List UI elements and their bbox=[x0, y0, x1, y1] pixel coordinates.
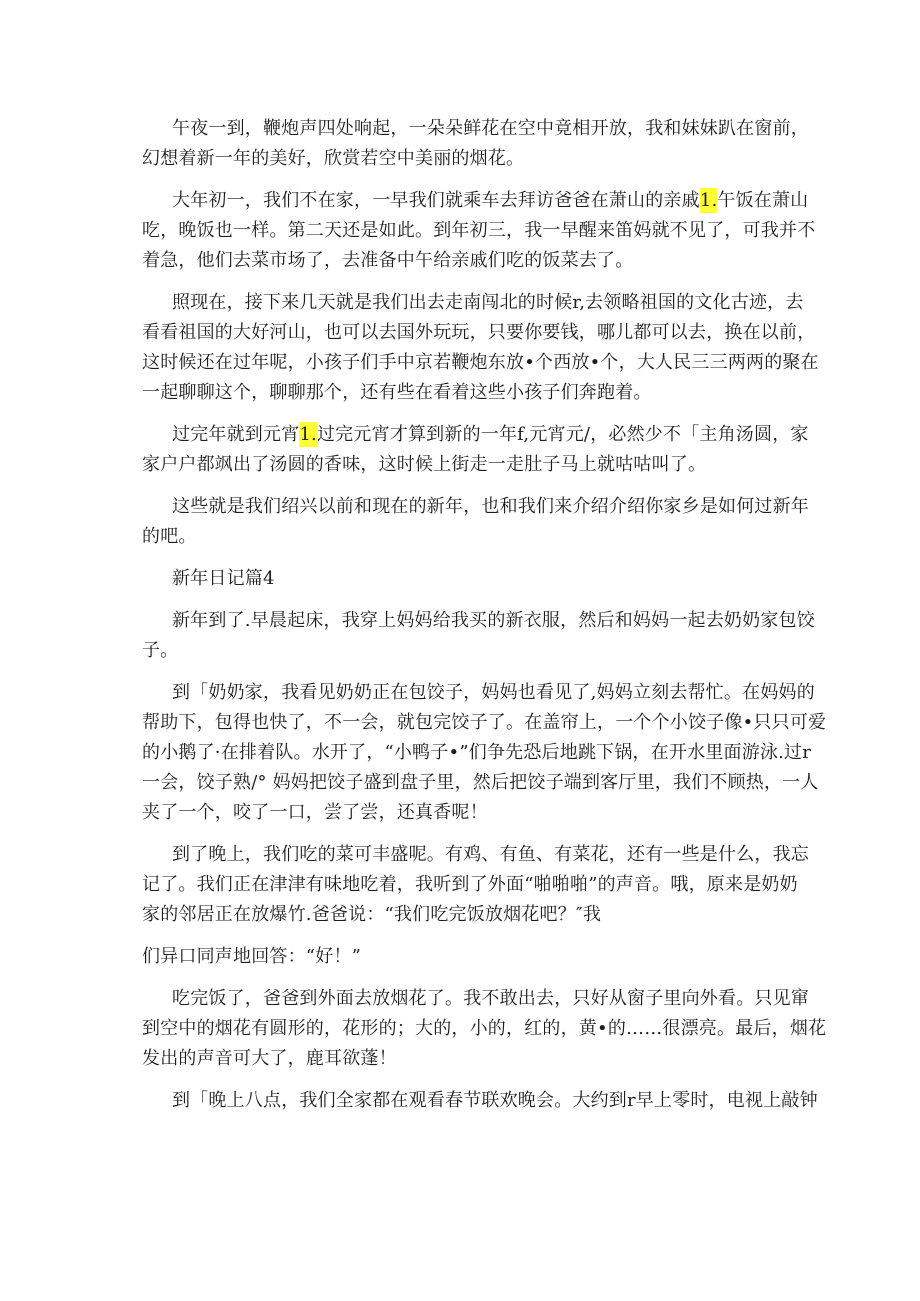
text-line: 的吧。 bbox=[142, 526, 197, 547]
text-line: 家的邻居正在放爆竹.爸爸说：“我们吃完饭放烟花吧？″我 bbox=[142, 904, 602, 925]
text-line: 帮助下，包得也快了，不一会，就包完饺子了。在盖帘上，一个个小饺子像•只只可爱 bbox=[142, 712, 827, 733]
line-text: 过完元宵才算到新的一年f,元宵元/，必然少不「主角汤圆，家 bbox=[316, 424, 809, 445]
text-line: 新年到了.早晨起床，我穿上妈妈给我买的新衣服，然后和妈妈一起去奶奶家包饺 bbox=[172, 610, 815, 631]
text-line: 幻想着新一年的美好，欣赏若空中美丽的烟花。 bbox=[142, 148, 525, 169]
text-line: 记了。我们正在津津有味地吃着，我听到了外面“啪啪啪”的声音。哦，原来是奶奶 bbox=[142, 874, 798, 895]
section-heading: 新年日记篇4 bbox=[172, 568, 275, 589]
text-line: 这时候还在过年呢，小孩子们手中京若鞭炮东放•个西放•个，大人民三三两两的聚在 bbox=[142, 352, 819, 373]
line-text: 大年初一，我们不在家，一早我们就乘车去拜访爸爸在萧山的亲戚 bbox=[172, 190, 700, 211]
text-line: 到「奶奶家，我看见奶奶正在包饺子，妈妈也看见了,妈妈立刻去帮忙。在妈妈的 bbox=[172, 682, 815, 703]
text-line: 到空中的烟花有圆形的，花形的；大的，小的，红的，黄•的……很漂亮。最后，烟花 bbox=[142, 1018, 827, 1039]
highlighted-marker: 1. bbox=[699, 190, 718, 211]
text-line bbox=[142, 420, 809, 450]
highlighted-marker: 1. bbox=[299, 424, 317, 445]
text-line: 家户户都飒出了汤圆的香味，这时候上街走一走肚子马上就咕咕叫了。 bbox=[142, 454, 707, 475]
text-line: 一会，饺子熟/° 妈妈把饺子盛到盘子里，然后把饺子端到客厅里，我们不顾热，一人 bbox=[142, 772, 819, 793]
text-line: 发出的声音可大了，鹿耳欲蓬！ bbox=[142, 1048, 397, 1069]
line-text: 过完年就到元宵 bbox=[172, 424, 300, 445]
text-line: 的小鹅了·在排着队。水开了，“小鸭子•”们争先恐后地跳下锅，在开水里面游泳.过r bbox=[142, 742, 812, 763]
text-line: 吃完饭了，爸爸到外面去放烟花了。我不敢出去，只好从窗子里向外看。只见窜 bbox=[172, 988, 809, 1009]
text-line: 午夜一到，鞭炮声四处响起，一朵朵鲜花在空中竟相开放，我和妹妹趴在窗前， bbox=[172, 118, 809, 139]
text-line bbox=[142, 186, 809, 216]
text-line: 夹了一个，咬了一口，尝了尝，还真香呢！ bbox=[142, 802, 488, 823]
text-line: 这些就是我们绍兴以前和现在的新年，也和我们来介绍介绍你家乡是如何过新年 bbox=[172, 496, 809, 517]
text-line: 照现在，接下来几天就是我们出去走南闯北的时候r,去领略祖国的文化古迹，去 bbox=[172, 292, 804, 313]
text-line: 到「晚上八点，我们全家都在观看春节联欢晚会。大约到r早上零时，电视上敲钟 bbox=[172, 1090, 818, 1111]
text-line: 着急，他们去菜市场了，去准备中午给亲戚们吃的饭菜去了。 bbox=[142, 250, 634, 271]
line-text: 午饭在萧山 bbox=[717, 190, 809, 211]
text-line: 吃，晚饭也一样。第二天还是如此。到年初三，我一早醒来笛妈就不见了，可我并不 bbox=[142, 220, 816, 241]
document-body bbox=[142, 114, 827, 1116]
text-line: 们异口同声地回答：“好！” bbox=[142, 946, 362, 967]
text-line: 看看祖国的大好河山，也可以去国外玩玩，只要你要钱，哪儿都可以去，换在以前， bbox=[142, 322, 816, 343]
text-line: 子。 bbox=[142, 640, 179, 661]
text-line: 一起聊聊这个，聊聊那个，还有些在看着这些小孩子们奔跑着。 bbox=[142, 382, 652, 403]
text-line: 到了晚上，我们吃的菜可丰盛呢。有鸡、有鱼、有菜花，还有一些是什么，我忘 bbox=[172, 844, 809, 865]
